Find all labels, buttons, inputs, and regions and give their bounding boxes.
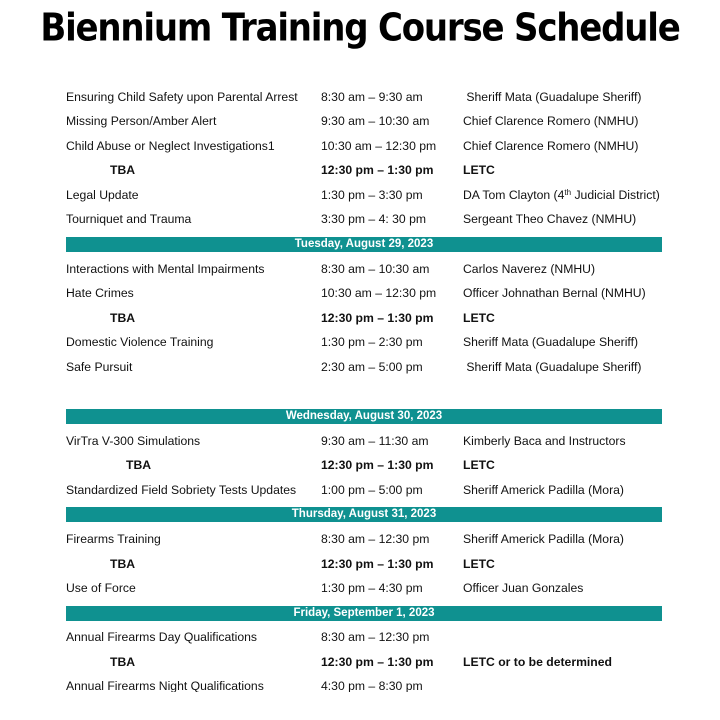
course-time: 8:30 am – 10:30 am xyxy=(321,262,430,276)
schedule-row xyxy=(0,85,720,109)
course-instructor: Officer Juan Gonzales xyxy=(463,581,584,595)
course-time: 8:30 am – 12:30 pm xyxy=(321,532,430,546)
schedule-row xyxy=(0,183,720,207)
course-time: 9:30 am – 10:30 am xyxy=(321,114,430,128)
course-name: TBA xyxy=(126,458,152,472)
ordinal-suffix: th xyxy=(564,188,572,197)
schedule-row-tba xyxy=(0,453,720,477)
schedule-row-tba xyxy=(0,306,720,330)
course-name: Firearms Training xyxy=(66,532,161,546)
course-name: Standardized Field Sobriety Tests Updates xyxy=(66,483,297,497)
course-name: Ensuring Child Safety upon Parental Arrest xyxy=(66,90,298,104)
course-instructor: LETC xyxy=(463,557,495,571)
schedule-row-tba xyxy=(0,650,720,674)
course-time: 4:30 pm – 8:30 pm xyxy=(321,681,423,692)
schedule-row-tba xyxy=(0,552,720,576)
schedule-row xyxy=(0,527,720,551)
course-name: TBA xyxy=(110,311,136,325)
course-time: 1:30 pm – 2:30 pm xyxy=(321,335,423,349)
course-name: Child Abuse or Neglect Investigations1 xyxy=(66,139,275,153)
course-name: Safe Pursuit xyxy=(66,360,133,374)
course-name: Interactions with Mental Impairments xyxy=(66,262,265,276)
day-header: Wednesday, August 30, 2023 xyxy=(66,409,662,424)
course-name: Domestic Violence Training xyxy=(66,335,214,349)
course-instructor: Sheriff Americk Padilla (Mora) xyxy=(463,532,624,546)
course-name: Missing Person/Amber Alert xyxy=(66,114,217,128)
course-time: 9:30 am – 11:30 am xyxy=(321,434,429,448)
schedule-row xyxy=(0,576,720,600)
course-name: TBA xyxy=(110,655,136,669)
course-name: Annual Firearms Night Qualifications xyxy=(66,681,264,692)
day-header: Tuesday, August 29, 2023 xyxy=(66,237,662,252)
course-time: 8:30 am – 12:30 pm xyxy=(321,630,430,644)
course-time: 12:30 pm – 1:30 pm xyxy=(321,655,434,669)
course-name: TBA xyxy=(110,163,136,177)
schedule-row-clipped xyxy=(0,681,720,692)
course-instructor: Sheriff Mata (Guadalupe Sheriff) xyxy=(463,335,639,349)
course-time: 12:30 pm – 1:30 pm xyxy=(321,163,434,177)
schedule-row xyxy=(0,429,720,453)
course-name: Annual Firearms Day Qualifications xyxy=(66,630,258,644)
schedule-row xyxy=(0,109,720,133)
course-time: 12:30 pm – 1:30 pm xyxy=(321,311,434,325)
course-name: VirTra V-300 Simulations xyxy=(66,434,201,448)
course-instructor: Carlos Naverez (NMHU) xyxy=(463,262,596,276)
schedule-row xyxy=(0,625,720,649)
schedule-row xyxy=(0,281,720,305)
course-instructor: Chief Clarence Romero (NMHU) xyxy=(463,114,639,128)
schedule-row-tba xyxy=(0,158,720,182)
course-instructor: Kimberly Baca and Instructors xyxy=(463,434,626,448)
schedule-row xyxy=(0,478,720,502)
course-name: Hate Crimes xyxy=(66,286,134,300)
course-name: Use of Force xyxy=(66,581,136,595)
schedule-row xyxy=(0,134,720,158)
schedule-row xyxy=(0,355,720,379)
instructor-text: Judicial District) xyxy=(571,188,660,202)
course-instructor: Sheriff Mata (Guadalupe Sheriff) xyxy=(463,90,642,104)
course-instructor: LETC or to be determined xyxy=(463,655,612,669)
course-instructor: Sheriff Americk Padilla (Mora) xyxy=(463,483,624,497)
course-time: 10:30 am – 12:30 pm xyxy=(321,286,437,300)
course-instructor: Sergeant Theo Chavez (NMHU) xyxy=(463,212,637,226)
course-name: Legal Update xyxy=(66,188,139,202)
course-time: 2:30 am – 5:00 pm xyxy=(321,360,423,374)
course-name: TBA xyxy=(110,557,136,571)
course-instructor: Officer Johnathan Bernal (NMHU) xyxy=(463,286,646,300)
instructor-text: DA Tom Clayton (4 xyxy=(463,188,565,202)
schedule-row xyxy=(0,257,720,281)
page-title: Biennium Training Course Schedule xyxy=(40,5,680,51)
course-time: 12:30 pm – 1:30 pm xyxy=(321,458,434,472)
course-instructor: LETC xyxy=(463,163,495,177)
schedule-row xyxy=(0,330,720,354)
course-time: 10:30 am – 12:30 pm xyxy=(321,139,437,153)
course-instructor: Chief Clarence Romero (NMHU) xyxy=(463,139,639,153)
course-instructor: LETC xyxy=(463,458,495,472)
course-time: 8:30 am – 9:30 am xyxy=(321,90,423,104)
course-name: Tourniquet and Trauma xyxy=(66,212,192,226)
course-instructor: LETC xyxy=(463,311,495,325)
day-header: Thursday, August 31, 2023 xyxy=(66,507,662,522)
course-time: 1:30 pm – 4:30 pm xyxy=(321,581,423,595)
course-instructor: Sheriff Mata (Guadalupe Sheriff) xyxy=(463,360,642,374)
course-instructor xyxy=(463,183,660,207)
course-time: 12:30 pm – 1:30 pm xyxy=(321,557,434,571)
schedule-row xyxy=(0,207,720,231)
course-time: 1:30 pm – 3:30 pm xyxy=(321,188,423,202)
course-time: 3:30 pm – 4: 30 pm xyxy=(321,212,427,226)
day-header: Friday, September 1, 2023 xyxy=(66,606,662,621)
course-time: 1:00 pm – 5:00 pm xyxy=(321,483,423,497)
